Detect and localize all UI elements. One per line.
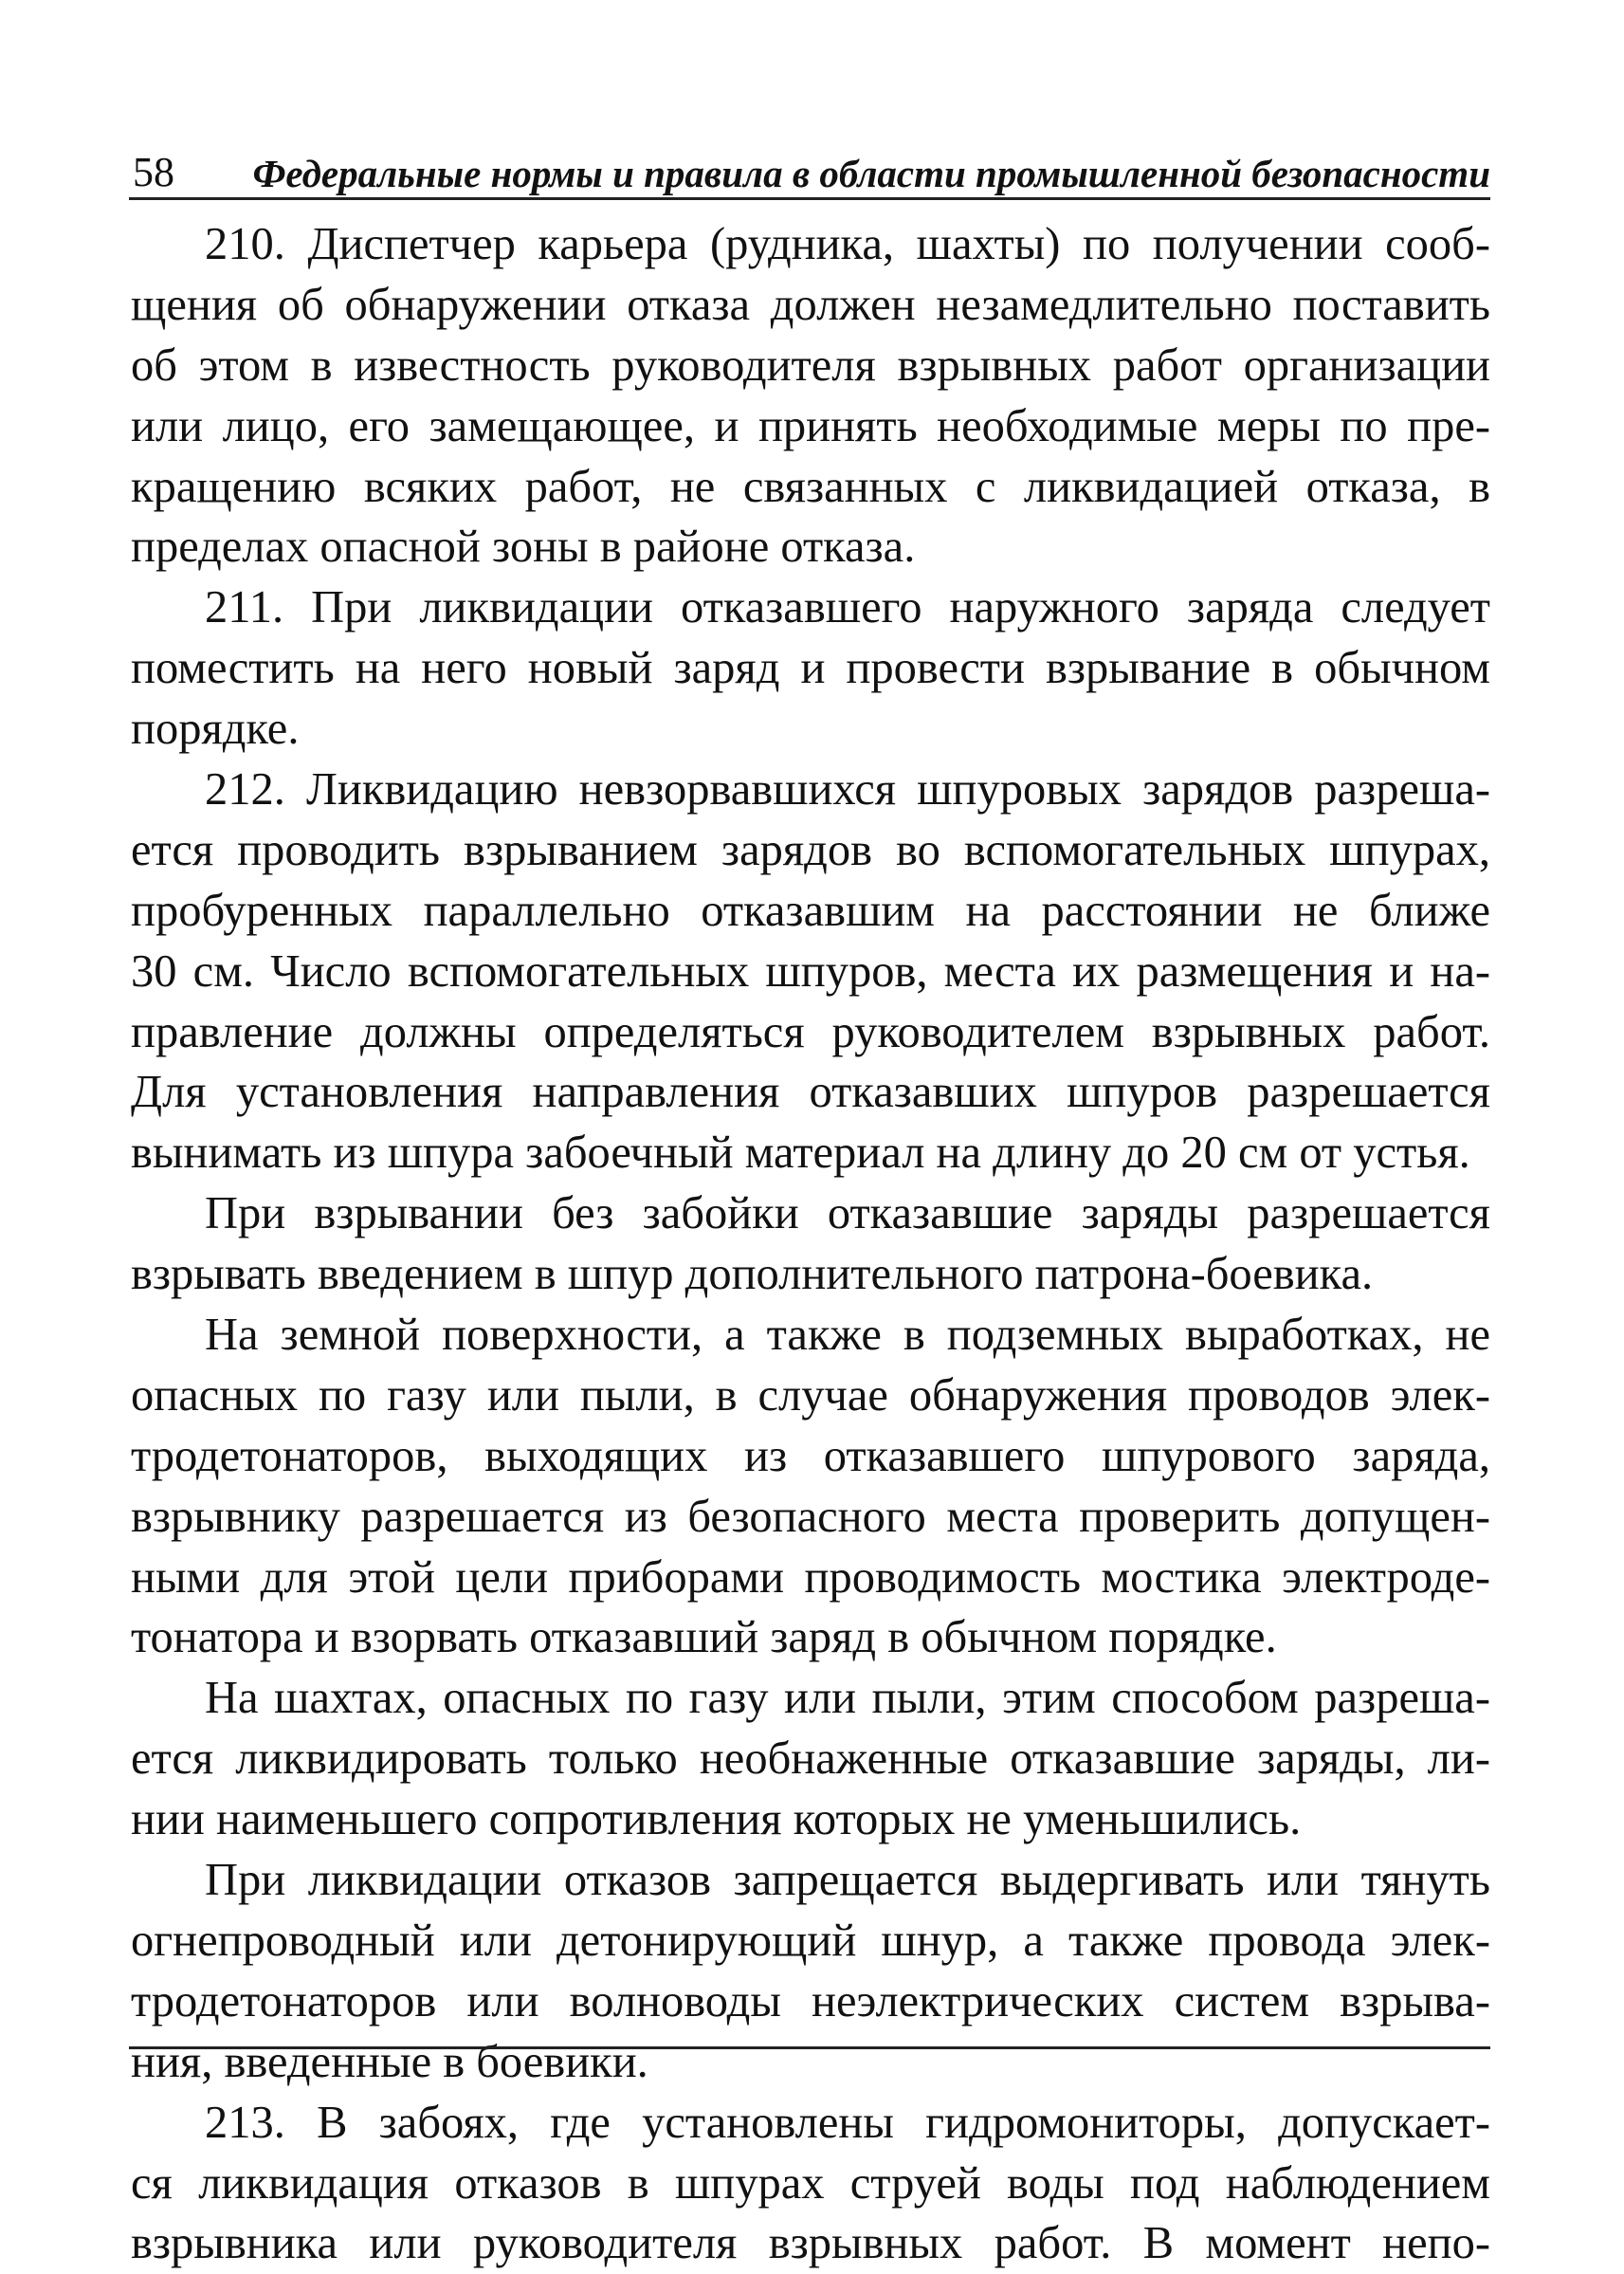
paragraph-3 xyxy=(131,1183,1490,1305)
text-line: взрывнику разрешается из безопасного места проверить допущен- xyxy=(131,1491,1490,1542)
text-line: 30 см. Число вспомогательных шпуров, места их размещения и на- xyxy=(131,945,1490,997)
text-line: огнепроводный или детонирующий шнур, а также провода элек- xyxy=(131,1915,1490,1966)
text-line: ется проводить взрыванием зарядов во вспомогательных шпурах, xyxy=(131,824,1490,875)
text-line: об этом в известность руководителя взрывных работ организации xyxy=(131,339,1490,391)
text-line: вынимать из шпура забоечный материал на длину до 20 см от устья. xyxy=(131,1128,1470,1179)
text-line: При взрывании без забойки отказавшие заряды разрешается xyxy=(205,1188,1490,1239)
text-line: пределах опасной зоны в районе отказа. xyxy=(131,522,916,573)
text-line: 213. В забоях, где установлены гидромониторы, допускает- xyxy=(205,2097,1490,2148)
paragraph-4 xyxy=(131,1305,1490,1668)
text-line: ния, введенные в боевики. xyxy=(131,2036,648,2087)
text-line: тродетонаторов, выходящих из отказавшего шпурового заряда, xyxy=(131,1430,1490,1481)
text-line: ется ликвидировать только необнаженные отказавшие заряды, ли- xyxy=(131,1733,1490,1785)
text-line: нии наименьшего сопротивления которых не уменьшились. xyxy=(131,1794,1302,1845)
text-line: При ликвидации отказов запрещается выдергивать или тянуть xyxy=(205,1855,1490,1906)
paragraph-0 xyxy=(131,214,1490,578)
paragraph-2 xyxy=(131,760,1490,1183)
text-line: взрывника или руководителя взрывных работ. В момент непо- xyxy=(131,2218,1490,2269)
text-line: ся ликвидация отказов в шпурах струей воды под наблюдением xyxy=(131,2157,1490,2209)
text-line: 212. Ликвидацию невзорвавшихся шпуровых зарядов разреша- xyxy=(205,764,1490,816)
text-line: поместить на него новый заряд и провести взрывание в обычном xyxy=(131,643,1490,694)
paragraph-5 xyxy=(131,1668,1490,1850)
text-line: опасных по газу или пыли, в случае обнаружения проводов элек- xyxy=(131,1369,1490,1421)
text-line: щения об обнаружении отказа должен незамедлительно поставить xyxy=(131,279,1490,330)
text-line: кращению всяких работ, не связанных с ликвидацией отказа, в xyxy=(131,461,1490,512)
text-line: правление должны определяться руководителем взрывных работ. xyxy=(131,1006,1490,1057)
page-number: 58 xyxy=(133,149,174,195)
body-text xyxy=(131,214,1490,2274)
paragraph-7 xyxy=(131,2093,1490,2274)
text-line: На земной поверхности, а также в подземных выработках, не xyxy=(205,1310,1490,1361)
bottom-divider xyxy=(129,2046,1490,2049)
text-line: пробуренных параллельно отказавшим на расстоянии не ближе xyxy=(131,885,1490,936)
text-line: порядке. xyxy=(131,704,300,755)
text-line: взрывать введением в шпур дополнительного патрона-боевика. xyxy=(131,1249,1374,1300)
text-line: На шахтах, опасных по газу или пыли, этим способом разреша- xyxy=(205,1673,1490,1724)
running-title: Федеральные нормы и правила в области промышленной безопасности xyxy=(252,152,1490,195)
text-line: Для установления направления отказавших шпуров разрешается xyxy=(131,1067,1490,1118)
paragraph-1 xyxy=(131,578,1490,760)
page-header xyxy=(129,138,1490,200)
text-line: 210. Диспетчер карьера (рудника, шахты) по получении сооб- xyxy=(205,219,1490,269)
text-line: тродетонаторов или волноводы неэлектрических систем взрыва- xyxy=(131,1975,1490,2026)
paragraph-6 xyxy=(131,1850,1490,2093)
text-line: 211. При ликвидации отказавшего наружного заряда следует xyxy=(205,582,1490,633)
text-line: ными для этой цели приборами проводимость мостика электроде- xyxy=(131,1551,1490,1603)
text-line: тонатора и взорвать отказавший заряд в обычном порядке. xyxy=(131,1612,1277,1663)
text-line: или лицо, его замещающее, и принять необходимые меры по пре- xyxy=(131,400,1490,451)
